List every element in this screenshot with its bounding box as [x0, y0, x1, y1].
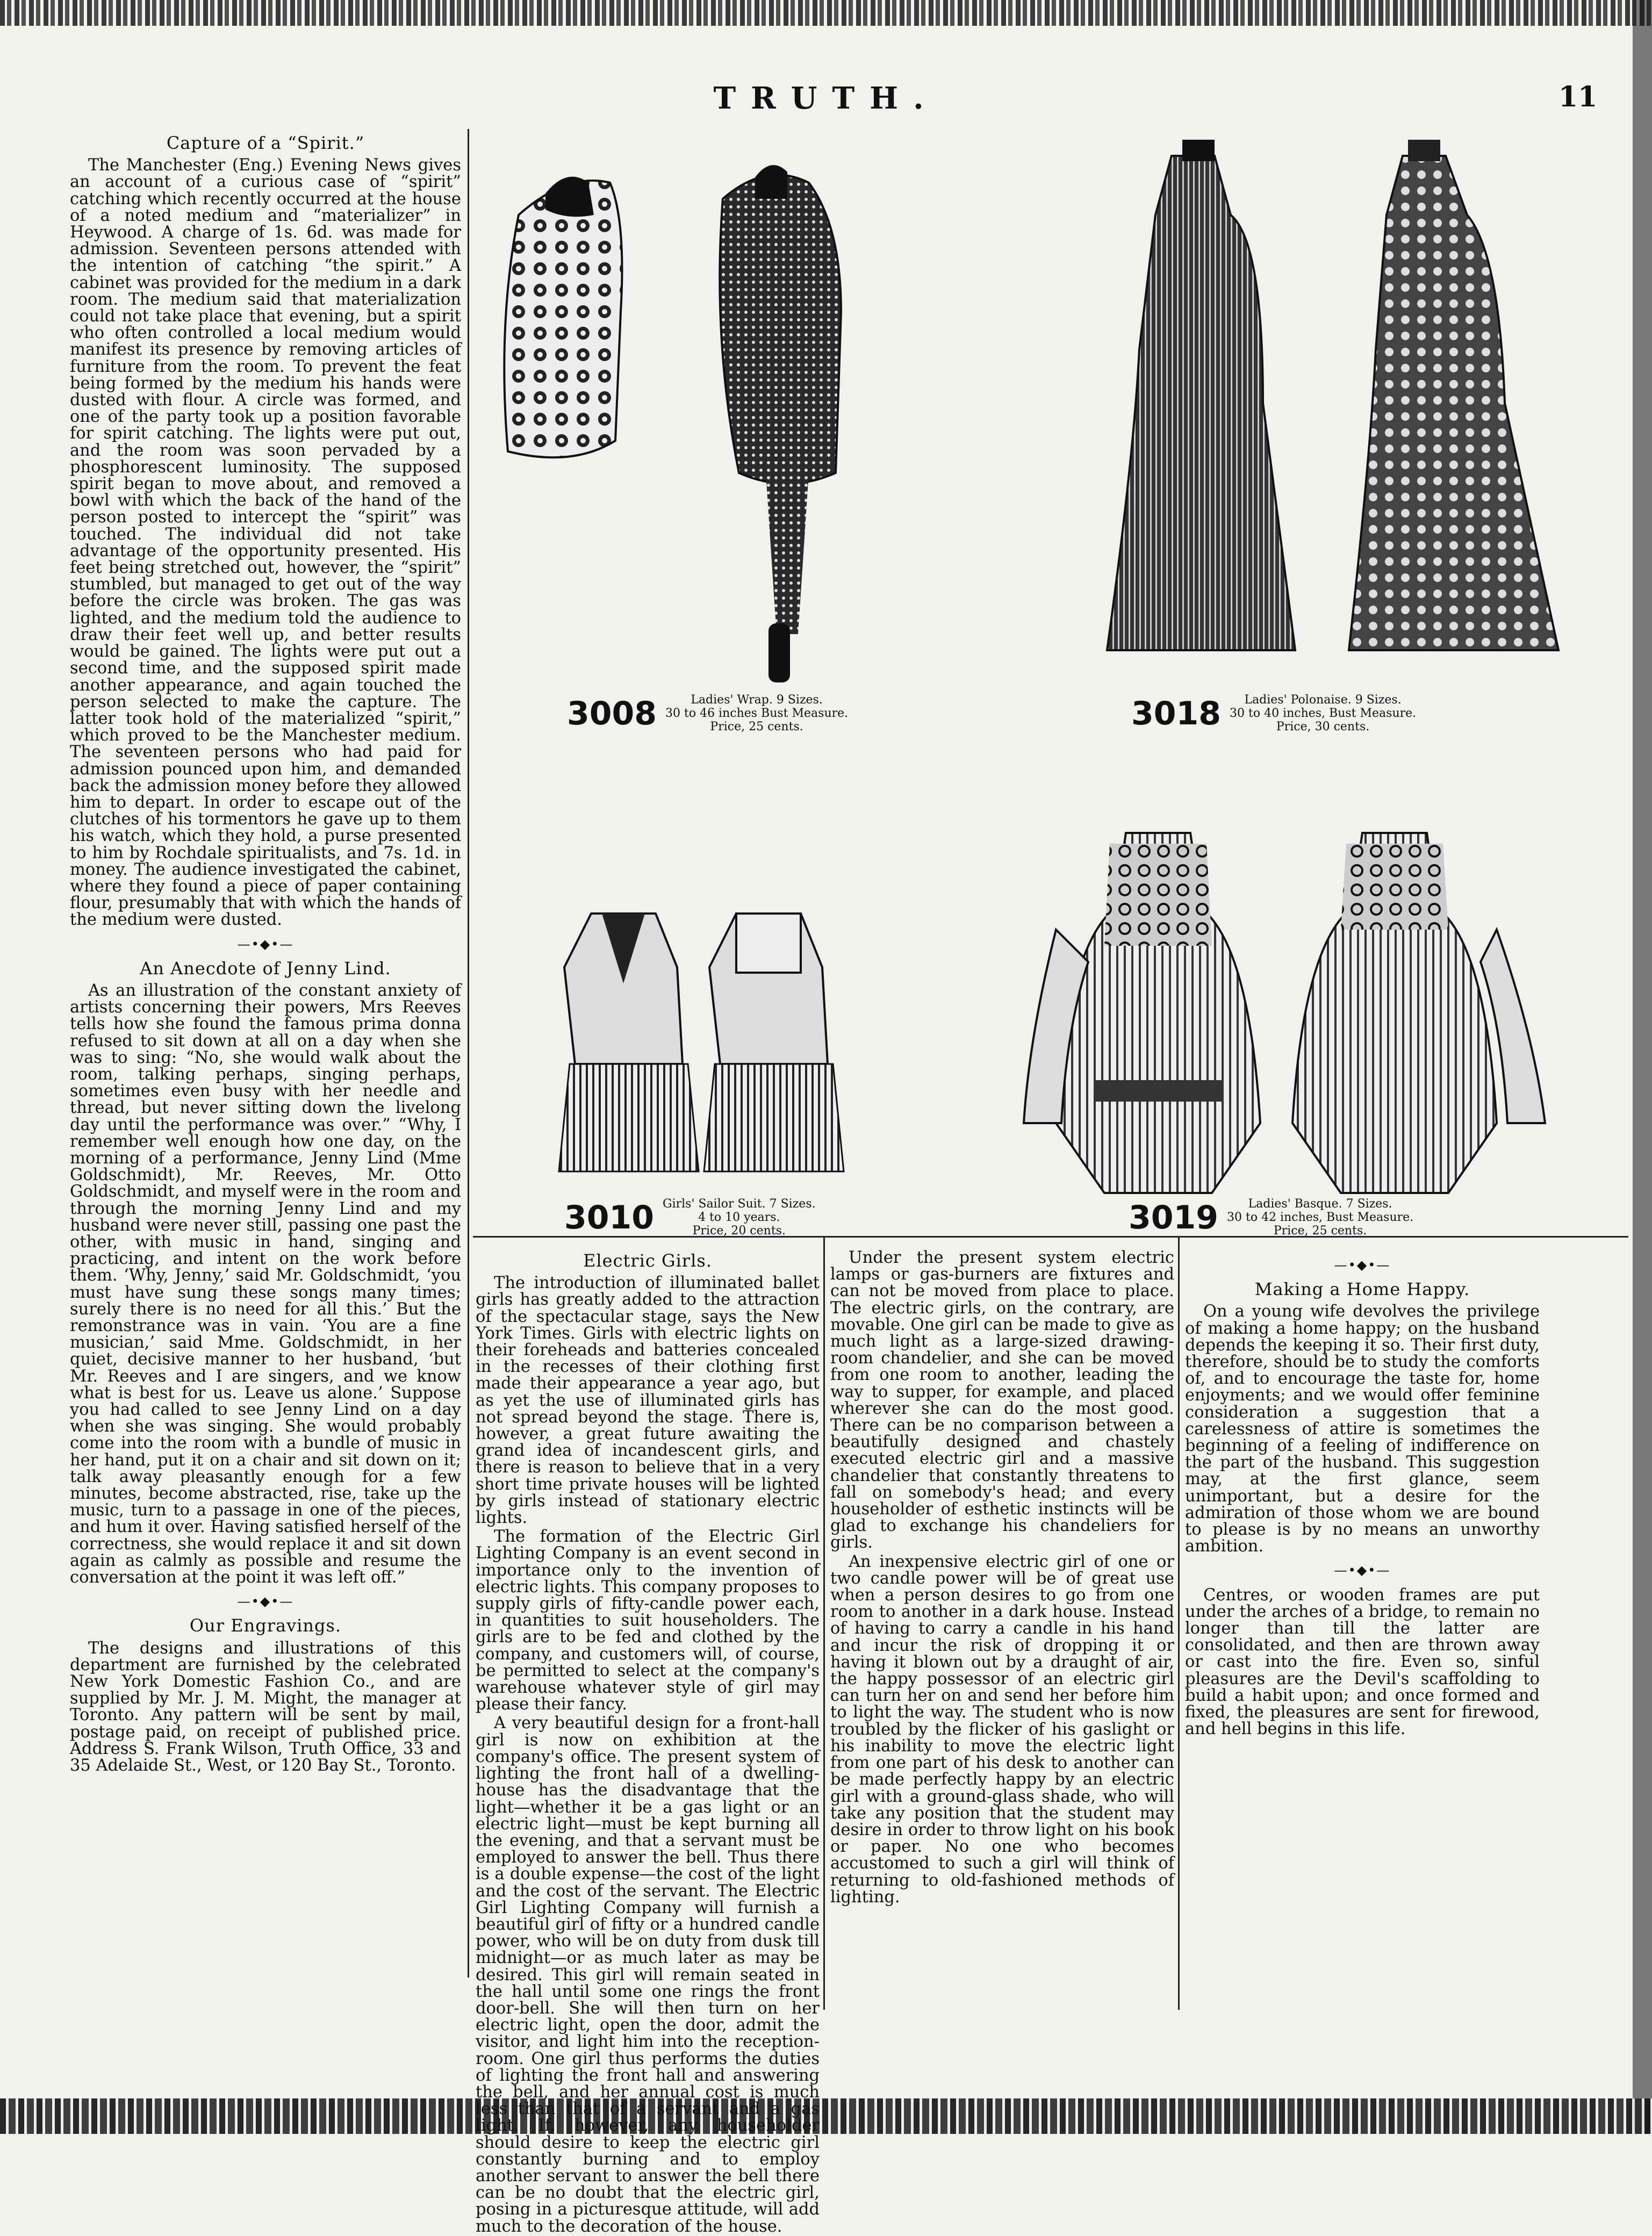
- article-title-spirit: Capture of a “Spirit.”: [166, 133, 365, 153]
- section-ornament: —•◆•—: [237, 1594, 294, 1609]
- article-paragraph: An inexpensive electric girl of one or two candle power will be of great use when a person desires to go from one room to another in a dark house. Instead of having to carry a candle in his hand and incur the risk of dropping it or having it blown out by a draught of air, the happy possessor of an electric girl can turn her on and send her before him to light the way. The student who is now troubled by the flicker of his gaslight or his inability to move the electric light from one part of his desk to another can be made perfectly happy by an electric girl with a ground-glass shade, who will take any position that the student may desire in order to throw light on his book or paper. No one who becomes accustomed to such a girl will think of returning to old-fashioned methods of lighting.: [830, 1552, 1174, 1907]
- article-paragraph: The formation of the Electric Girl Lighting Company is an event second in importance only to the invention of electric lights. This company proposes to supply girls of fifty-candle power each, in quantities to suit householders. The girls are to be fed and clothed by the company, and customers will, of course, be permitted to select at the company's warehouse whatever style of girl may please their fancy.: [476, 1527, 820, 1714]
- article-paragraph: As an illustration of the constant anxiety of artists concerning their powers, Mrs Reeves tells how she found the famous prima donna refused to sit down at all on a day when she was to sing: “No, she would walk about the room, talking perhaps, singing perhaps, sometimes even busy with her needle and thread, but never sitting down the livelong day until the performance was over.” “Why, I remember well enough how one day, on the morning of a performance, Jenny Lind (Mme Goldschmidt), Mr. Reeves, Mr. Otto Goldschmidt, and myself were in the room and through the morning Jenny Lind and my husband were never still, passing one past the other, with music in hand, singing and practicing, and intent on the work before them. ‘Why, Jenny,’ said Mr. Goldschmidt, ‘you must have sung these songs many times; surely there is no need for all this.’ But the remonstrance was in vain. ‘You are a fine musician,’ said Mme. Goldschmidt, in her quiet, decisive manner to her husband, ‘but Mr. Reeves and I are singers, and we know what is best for us. Leave us alone.’ Suppose you had called to see Jenny Lind on a day when she was singing. She would probably come into the room with a bundle of music in her hand, put it on a chair and sit down on it; talk away pleasantly enough for a few minutes, become abstracted, rise, take up the music, turn to a passage in one of the pieces, and hum it over. Having satisfied herself of the correctness, she would replace it and sit down again as calmly as possible and resume the conversation at the point it was left off.”: [70, 981, 461, 1587]
- section-ornament: —•◆•—: [1334, 1257, 1391, 1272]
- wrap-engraving-icon: [486, 150, 873, 693]
- caption-3018: [1131, 693, 1416, 734]
- pattern-description: Ladies' Wrap. 9 Sizes. 30 to 46 inches Bust Measure. Price, 25 cents.: [665, 693, 849, 734]
- masthead-title: TRUTH.: [713, 81, 939, 116]
- basque-engraving-icon: [1018, 822, 1556, 1209]
- sailor-suit-engraving-icon: [554, 903, 854, 1204]
- caption-3010: [564, 1197, 816, 1238]
- pattern-description: Girls' Sailor Suit. 7 Sizes. 4 to 10 years. Price, 20 cents.: [663, 1197, 816, 1238]
- page-number: 11: [1558, 81, 1598, 113]
- page-edge-bottom: [0, 2098, 1652, 2134]
- article-paragraph: The introduction of illuminated ballet girls has greatly added to the attraction of the spectacular stage, says the New York Times. Girls with electric lights on their foreheads and batteries concealed in the recesses of their clothing first made their appearance a year ago, but as yet the use of illuminated girls has not spread beyond the stage. There is, however, a great future awaiting the grand idea of incandescent girls, and there is reason to believe that in a very short time private houses will be lighted by girls instead of stationary electric lights.: [476, 1274, 820, 1528]
- article-paragraph: The designs and illustrations of this department are furnished by the celebrated New York Domestic Fashion Co., and are supplied by Mr. J. M. Might, the manager at Toronto. Any pattern will be sent by mail, postage paid, on receipt of published price. Address S. Frank Wilson, Truth Office, 33 and 35 Adelaide St., West, or 120 Bay St., Toronto.: [70, 1638, 461, 1775]
- column-rule-right: [1178, 1236, 1180, 2010]
- article-paragraph: On a young wife devolves the privilege of making a home happy; on the husband depends the keeping it so. Their first duty, therefore, should be to study the comforts of, and to encourage the taste for, home enjoyments; and we would offer feminine consideration a suggestion that a carelessness of attire is sometimes the beginning of a feeling of indifference on the part of the husband. This suggestion may, at the first glance, seem unimportant, but a desire for the admiration of those whom we are bound to please is by no means an unworthy ambition.: [1185, 1302, 1540, 1556]
- section-ornament: —•◆•—: [237, 936, 294, 952]
- engraving-3019: [1018, 822, 1556, 1209]
- pattern-number: 3010: [564, 1198, 654, 1236]
- column-rule-left: [468, 129, 469, 1978]
- column-right: [1185, 1249, 1540, 2002]
- pattern-number: 3019: [1129, 1198, 1218, 1236]
- column-left: [70, 132, 461, 1980]
- pattern-description: Ladies' Polonaise. 9 Sizes. 30 to 40 inches, Bust Measure. Price, 30 cents.: [1230, 693, 1417, 734]
- article-title-home: Making a Home Happy.: [1254, 1279, 1470, 1300]
- engraving-3010: [554, 903, 854, 1204]
- caption-3019: [1129, 1197, 1413, 1238]
- column-electric-1: [476, 1249, 820, 2236]
- section-ornament: —•◆•—: [1334, 1563, 1391, 1578]
- pattern-description: Ladies' Basque. 7 Sizes. 30 to 42 inches, Bust Measure. Price, 25 cents.: [1227, 1197, 1414, 1238]
- pattern-number: 3018: [1131, 694, 1221, 732]
- article-paragraph: A very beautiful design for a front-hall girl is now on exhibition at the company's office. The present system of lighting the front hall of a dwelling-house has the disadvantage that the light—whether it be a gas light or an electric light—must be kept burning all the evening, and that a servant must be employed to answer the bell. Thus there is a double expense—the cost of the light and the cost of the servant. The Electric Girl Lighting Company will furnish a beautiful girl of fifty or a hundred candle power, who will be on duty from dusk till midnight—or as much later as may be desired. This girl will remain seated in the hall until some one rings the front door-bell. She will then turn on her electric light, open the door, admit the visitor, and light him into the reception-room. One girl thus performs the duties of lighting the front hall and answering the bell, and her annual cost is much less than that of a servant and a gas light. If, however, any householder should desire to keep the electric girl constantly burning and to employ another servant to answer the bell there can be no doubt that the electric girl, posing in a picturesque attitude, will add much to the decoration of the house.: [476, 1714, 820, 2236]
- page-edge-top: [0, 0, 1652, 26]
- column-electric-2: [830, 1249, 1174, 2002]
- column-rule-mid: [823, 1236, 825, 2010]
- engraving-3008: [486, 150, 873, 693]
- article-title-engravings: Our Engravings.: [189, 1615, 342, 1636]
- pattern-number: 3008: [567, 694, 657, 732]
- page-edge-right: [1633, 0, 1652, 2134]
- article-title-lind: An Anecdote of Jenny Lind.: [140, 958, 391, 979]
- caption-3008: [567, 693, 848, 734]
- polonaise-engraving-icon: [1091, 134, 1575, 693]
- article-paragraph: Under the present system electric lamps or gas-burners are fixtures and can not be moved from place to place. The electric girls, on the contrary, are movable. One girl can be made to give as much light as a large-sized drawing-room chandelier, and she can be moved from one room to another, leading the way to supper, for example, and placed wherever she can do the most good. There can be no comparison between a beautifully designed and chastely executed electric girl and a massive chandelier that constantly threatens to fall on somebody's head; and every householder of esthetic instincts will be glad to exchange his chandeliers for girls.: [830, 1248, 1174, 1552]
- article-paragraph: Centres, or wooden frames are put under the arches of a bridge, to remain no longer than till the latter are consolidated, and then are thrown away or cast into the fire. Even so, sinful pleasures are the Devil's scaffolding to build a habit upon; and once formed and fixed, the pleasures are sent for firewood, and hell begins in this life.: [1185, 1585, 1540, 1739]
- article-paragraph: The Manchester (Eng.) Evening News gives an account of a curious case of “spirit” catching which recently occurred at the house of a noted medium and “materializer” in Heywood. A charge of 1s. 6d. was made for admission. Seventeen persons attended with the intention of catching “the spirit.” A cabinet was provided for the medium in a dark room. The medium said that materialization could not take place that evening, but a spirit who often controlled a local medium would manifest its presence by removing articles of furniture from the room. To prevent the feat being formed by the medium his hands were dusted with flour. A circle was formed, and one of the party took up a position favorable for spirit catching. The lights were put out, and the room was soon pervaded by a phosphorescent luminosity. The supposed spirit began to move about, and removed a bowl with which the back of the hand of the person posted to intercept the “spirit” was touched. The individual did not take advantage of the opportunity presented. His feet being stretched out, however, the “spirit” stumbled, but managed to get out of the way before the circle was broken. The gas was lighted, and the medium told the audience to draw their feet well up, and better results would be gained. The lights were put out a second time, and the supposed spirit made another appearance, and again touched the person selected to make the capture. The latter took hold of the materialized “spirit,” which proved to be the Manchester medium. The seventeen persons who had paid for admission pounced upon him, and demanded back the admission money before they allowed him to depart. In order to escape out of the clutches of his tormentors he gave up to them his watch, which they hold, a purse presented to him by Rochdale spiritualists, and 7s. 1d. in money. The audience investigated the cabinet, where they found a piece of paper containing flour, presumably that with which the hands of the medium were dusted.: [70, 156, 461, 930]
- article-title-electric: Electric Girls.: [583, 1250, 712, 1271]
- engraving-3018: [1091, 134, 1575, 693]
